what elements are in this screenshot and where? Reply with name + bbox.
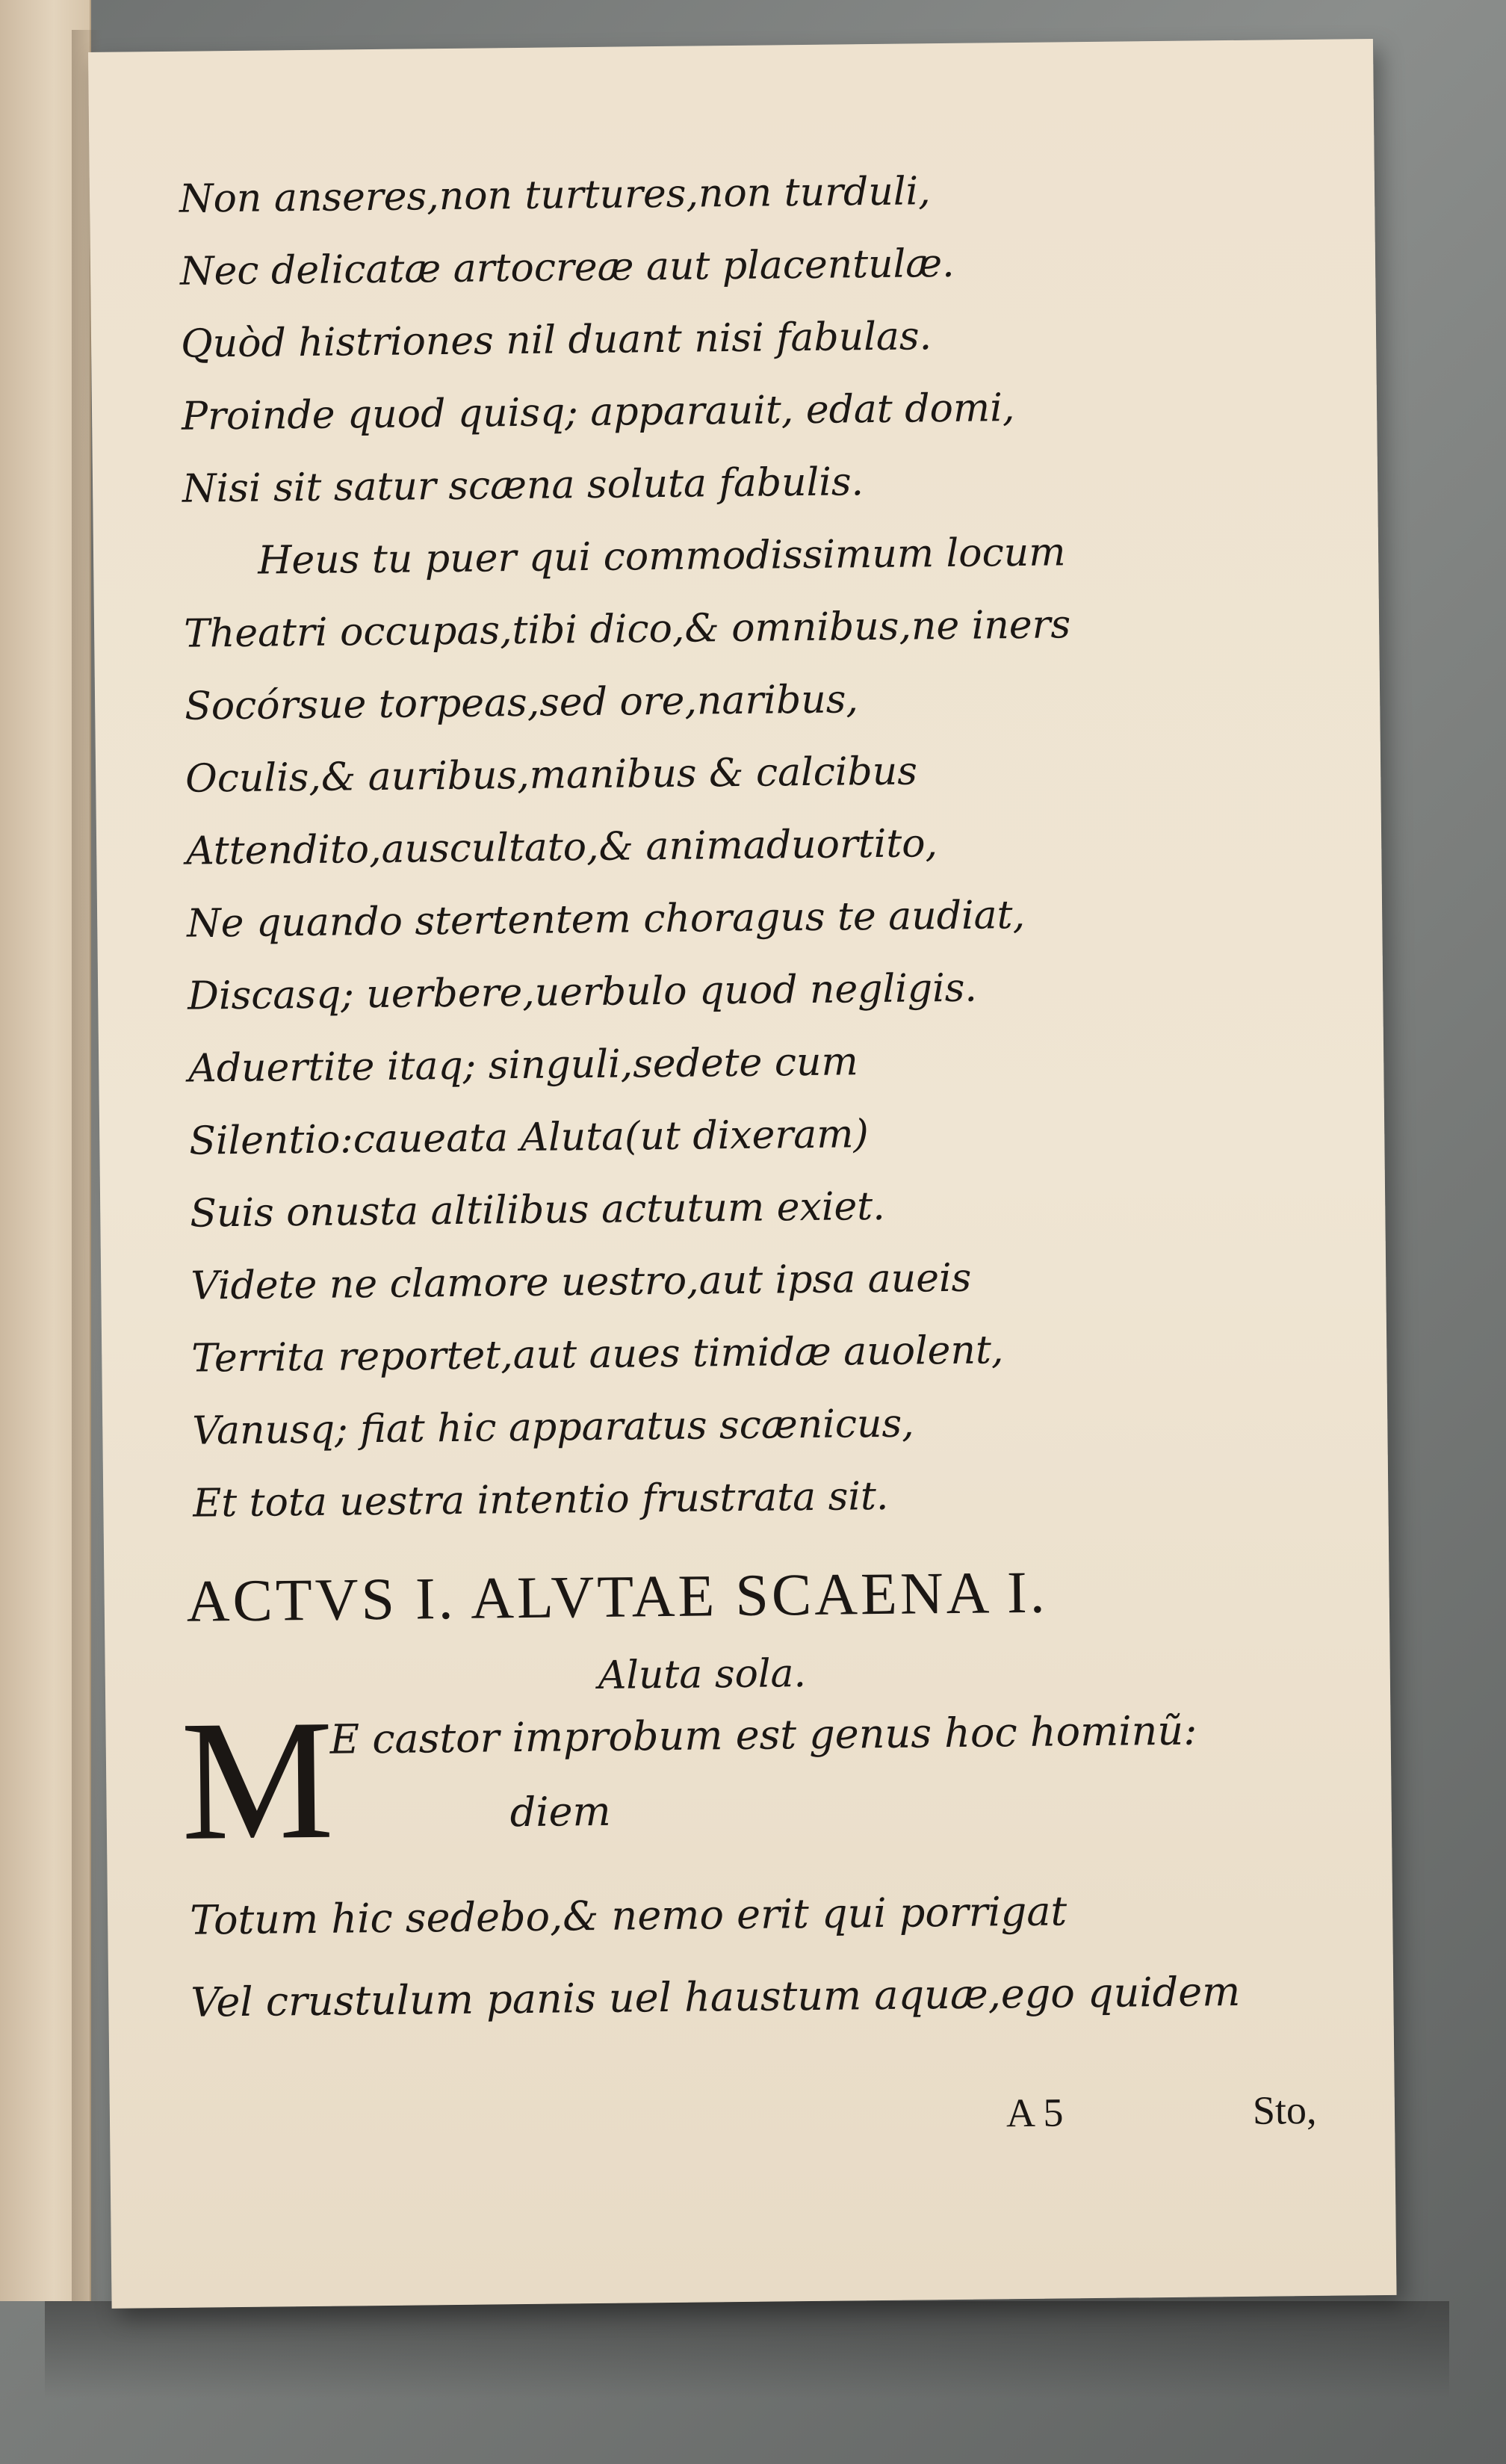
- verse-line: Vanusq; fiat hic apparatus scænicus,: [192, 1401, 914, 1454]
- scene-subheading: Aluta sola.: [598, 1651, 807, 1698]
- verse-line: Theatri occupas,tibi dico,& omnibus,ne iners: [183, 602, 1071, 657]
- verse-line: Non anseres,non turtures,non turduli,: [179, 169, 931, 222]
- signature-mark: A 5: [1005, 2090, 1064, 2136]
- verse-line: Heus tu puer qui commodissimum locum: [257, 530, 1066, 584]
- page-shadow: [45, 2301, 1449, 2398]
- drop-cap: M: [179, 1683, 335, 1876]
- first-line: E castor improbum est genus hoc hominũ:: [329, 1706, 1197, 1763]
- catchword: Sto,: [1252, 2087, 1317, 2133]
- verse-line: Proinde quod quisq; apparauit, edat domi,: [181, 386, 1015, 439]
- body-line: Vel crustulum panis uel haustum aquæ,ego quidem: [190, 1967, 1241, 2026]
- verse-line: Et tota uestra intentio frustrata sit.: [193, 1473, 889, 1526]
- act-heading: ACTVS I. ALVTAE SCAENA I.: [186, 1559, 1049, 1635]
- verse-block: [179, 152, 1329, 1541]
- verse-line: Socórsue torpeas,sed ore,naribus,: [184, 677, 859, 729]
- first-line-continuation: diem: [509, 1787, 612, 1836]
- verse-line: Oculis,& auribus,manibus & calcibus: [185, 749, 918, 802]
- verse-line: Quòd histriones nil duant nisi fabulas.: [180, 314, 932, 367]
- verse-line: Aduertite itaq; singuli,sedete cum: [188, 1039, 859, 1092]
- verse-line: Attendito,auscultato,& animaduortito,: [185, 821, 938, 874]
- verse-line: Silentio:caueata Aluta(ut dixeram): [188, 1112, 870, 1164]
- verse-line: Videte ne clamore uestro,aut ipsa aueis: [190, 1255, 972, 1309]
- verse-line: Suis onusta altilibus actutum exiet.: [189, 1183, 886, 1236]
- body-line: Totum hic sedebo,& nemo erit qui porrigat: [189, 1887, 1067, 1944]
- book-page: [88, 39, 1397, 2309]
- verse-line: Ne quando stertentem choragus te audiat,: [186, 892, 1026, 947]
- verse-line: Discasq; uerbere,uerbulo quod negligis.: [187, 965, 978, 1019]
- verse-line: Nisi sit satur scæna soluta fabulis.: [182, 459, 864, 512]
- verse-line: Nec delicatæ artocreæ aut placentulæ.: [179, 241, 955, 294]
- verse-line: Territa reportet,aut aues timidæ auolent,: [191, 1328, 1004, 1381]
